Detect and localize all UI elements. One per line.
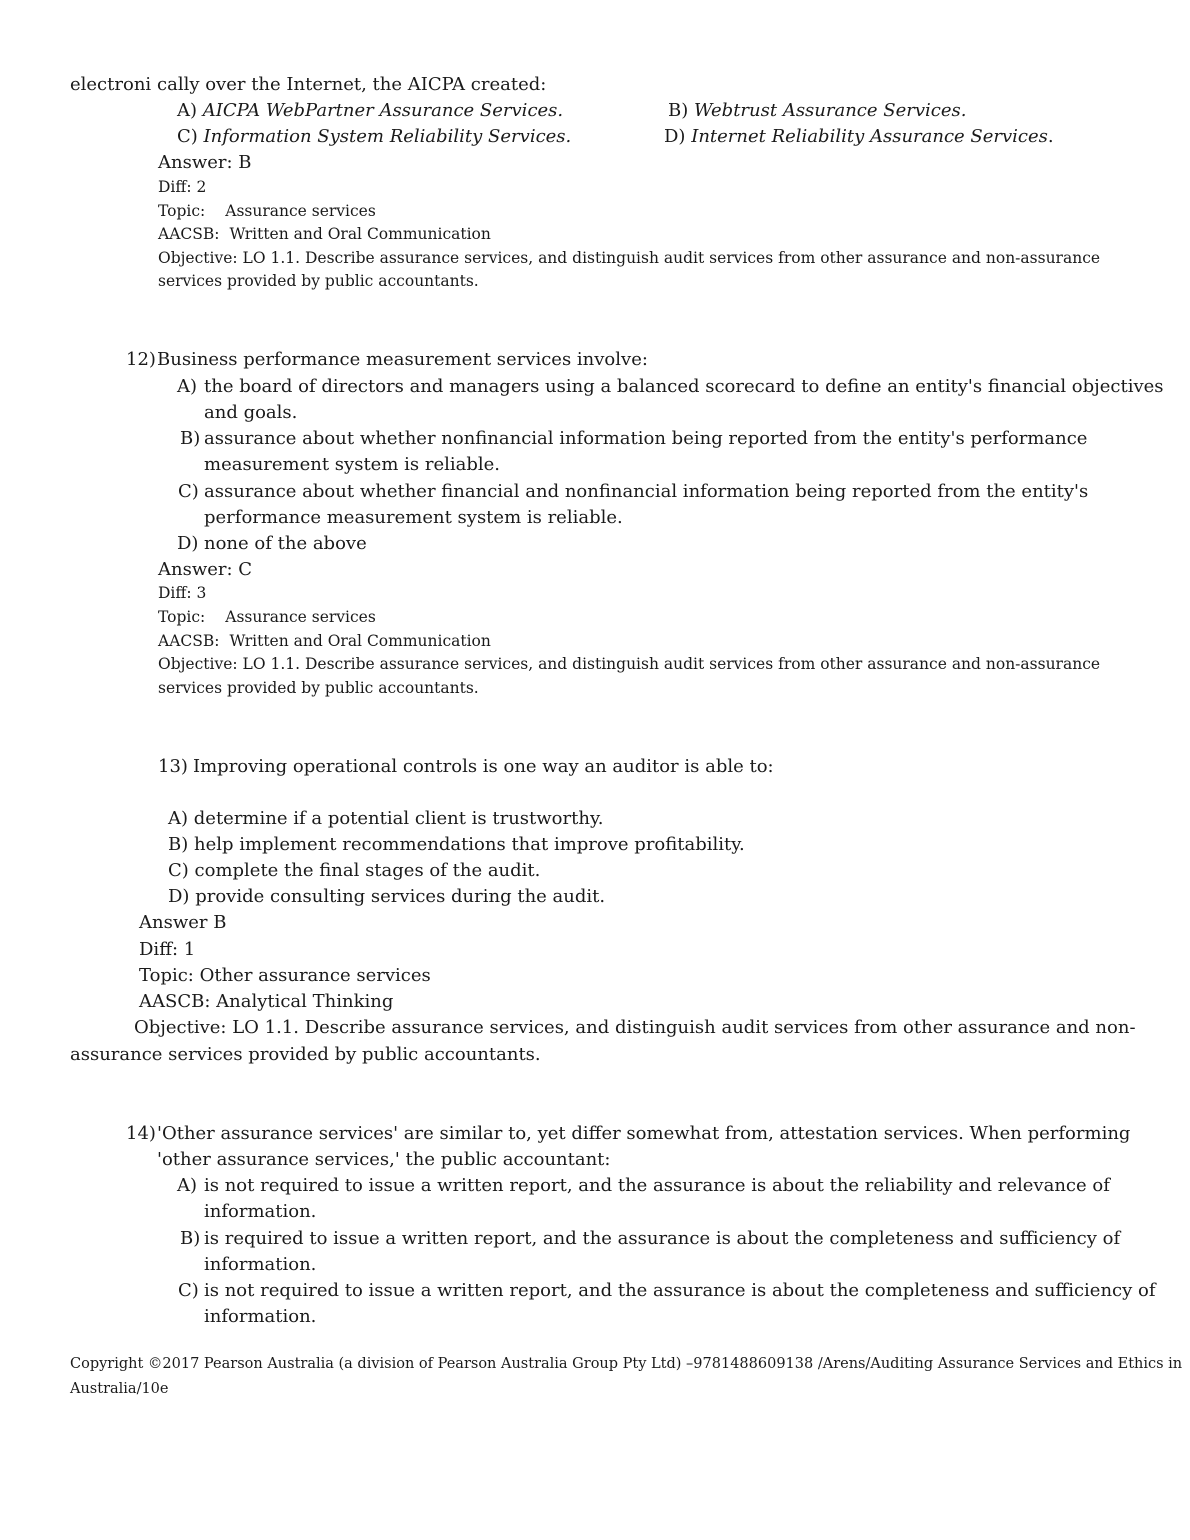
q13-option-a: A) determine if a potential client is trustworthy. [168, 808, 604, 829]
q12-option-c-letter: C) [178, 481, 199, 502]
q12-option-c-line1: assurance about whether financial and nonfinancial information being reported from the entity's [204, 481, 1089, 502]
copyright-line1: Copyright ©2017 Pearson Australia (a division of Pearson Australia Group Pty Ltd) –9781488609138 /Arens/Auditing Assurance Services and Ethics in [70, 1356, 1183, 1372]
q13-option-b: B) help implement recommendations that improve profitability. [168, 834, 745, 855]
q13-stem: Improving operational controls is one way an auditor is able to: [193, 756, 774, 777]
q14-option-c-line2: information. [204, 1306, 317, 1327]
q14-option-c-letter: C) [178, 1280, 199, 1301]
q13-answer: Answer B [139, 912, 227, 933]
q12-topic: Topic: Assurance services [158, 608, 376, 626]
q12-option-c-line2: performance measurement system is reliable. [204, 507, 623, 528]
q13-option-d: D) provide consulting services during the audit. [168, 886, 606, 907]
q14-option-c-line1: is not required to issue a written report, and the assurance is about the completeness and sufficiency of [204, 1280, 1156, 1301]
q13-option-c: C) complete the final stages of the audit. [168, 860, 541, 881]
q14-stem-line2: 'other assurance services,' the public accountant: [157, 1149, 611, 1170]
q11-objective-line2: services provided by public accountants. [158, 272, 479, 290]
q12-answer: Answer: C [158, 559, 253, 580]
q11-diff: Diff: 2 [158, 178, 207, 196]
q12-option-b-letter: B) [180, 428, 201, 449]
q12-diff: Diff: 3 [158, 584, 207, 602]
q11-option-a: A) AICPA WebPartner Assurance Services. [177, 100, 564, 121]
q11-answer: Answer: B [158, 152, 252, 173]
q12-option-d-letter: D) [177, 533, 199, 554]
q14-stem-line1: 'Other assurance services' are similar to, yet differ somewhat from, attestation services. When performing [157, 1123, 1131, 1144]
q11-topic: Topic: Assurance services [158, 202, 376, 220]
q12-number: 12) [126, 349, 156, 370]
q12-objective-line1: Objective: LO 1.1. Describe assurance services, and distinguish audit services from other assurance and non-assurance [158, 655, 1101, 673]
q11-stem: cally over the Internet, the AICPA created: [157, 74, 547, 95]
q12-option-d-line1: none of the above [204, 533, 367, 554]
q12-option-a-letter: A) [177, 376, 198, 397]
q14-option-a-letter: A) [177, 1175, 198, 1196]
q11-objective-line1: Objective: LO 1.1. Describe assurance services, and distinguish audit services from other assurance and non-assurance [158, 249, 1101, 267]
q14-option-b-letter: B) [180, 1228, 201, 1249]
q11-aacsb: AACSB: Written and Oral Communication [158, 225, 491, 243]
q13-number: 13) [158, 756, 188, 777]
q12-objective-line2: services provided by public accountants. [158, 679, 479, 697]
q14-option-b-line2: information. [204, 1254, 317, 1275]
q12-option-a-line1: the board of directors and managers using a balanced scorecard to define an entity's financial objectives [204, 376, 1164, 397]
q11-option-d: D) Internet Reliability Assurance Services. [664, 126, 1054, 147]
q12-aacsb: AACSB: Written and Oral Communication [158, 632, 491, 650]
q14-option-a-line1: is not required to issue a written report, and the assurance is about the reliability and relevance of [204, 1175, 1110, 1196]
q11-stem-fragment: electroni [70, 74, 152, 95]
q12-option-b-line1: assurance about whether nonfinancial information being reported from the entity's performance [204, 428, 1088, 449]
q14-option-b-line1: is required to issue a written report, and the assurance is about the completeness and sufficiency of [204, 1228, 1121, 1249]
q14-option-a-line2: information. [204, 1201, 317, 1222]
q13-aacsb: AASCB: Analytical Thinking [139, 991, 394, 1012]
q13-objective-line2: assurance services provided by public accountants. [70, 1044, 541, 1065]
q14-number: 14) [126, 1123, 156, 1144]
copyright-line2: Australia/10e [70, 1381, 169, 1397]
q11-option-b: B) Webtrust Assurance Services. [668, 100, 967, 121]
q13-objective-line1: Objective: LO 1.1. Describe assurance services, and distinguish audit services from other assurance and non- [134, 1017, 1136, 1038]
q13-diff: Diff: 1 [139, 939, 196, 960]
q12-stem: Business performance measurement services involve: [157, 349, 648, 370]
q13-topic: Topic: Other assurance services [139, 965, 431, 986]
q12-option-a-line2: and goals. [204, 402, 298, 423]
q12-option-b-line2: measurement system is reliable. [204, 454, 500, 475]
q11-option-c: C) Information System Reliability Services. [177, 126, 572, 147]
